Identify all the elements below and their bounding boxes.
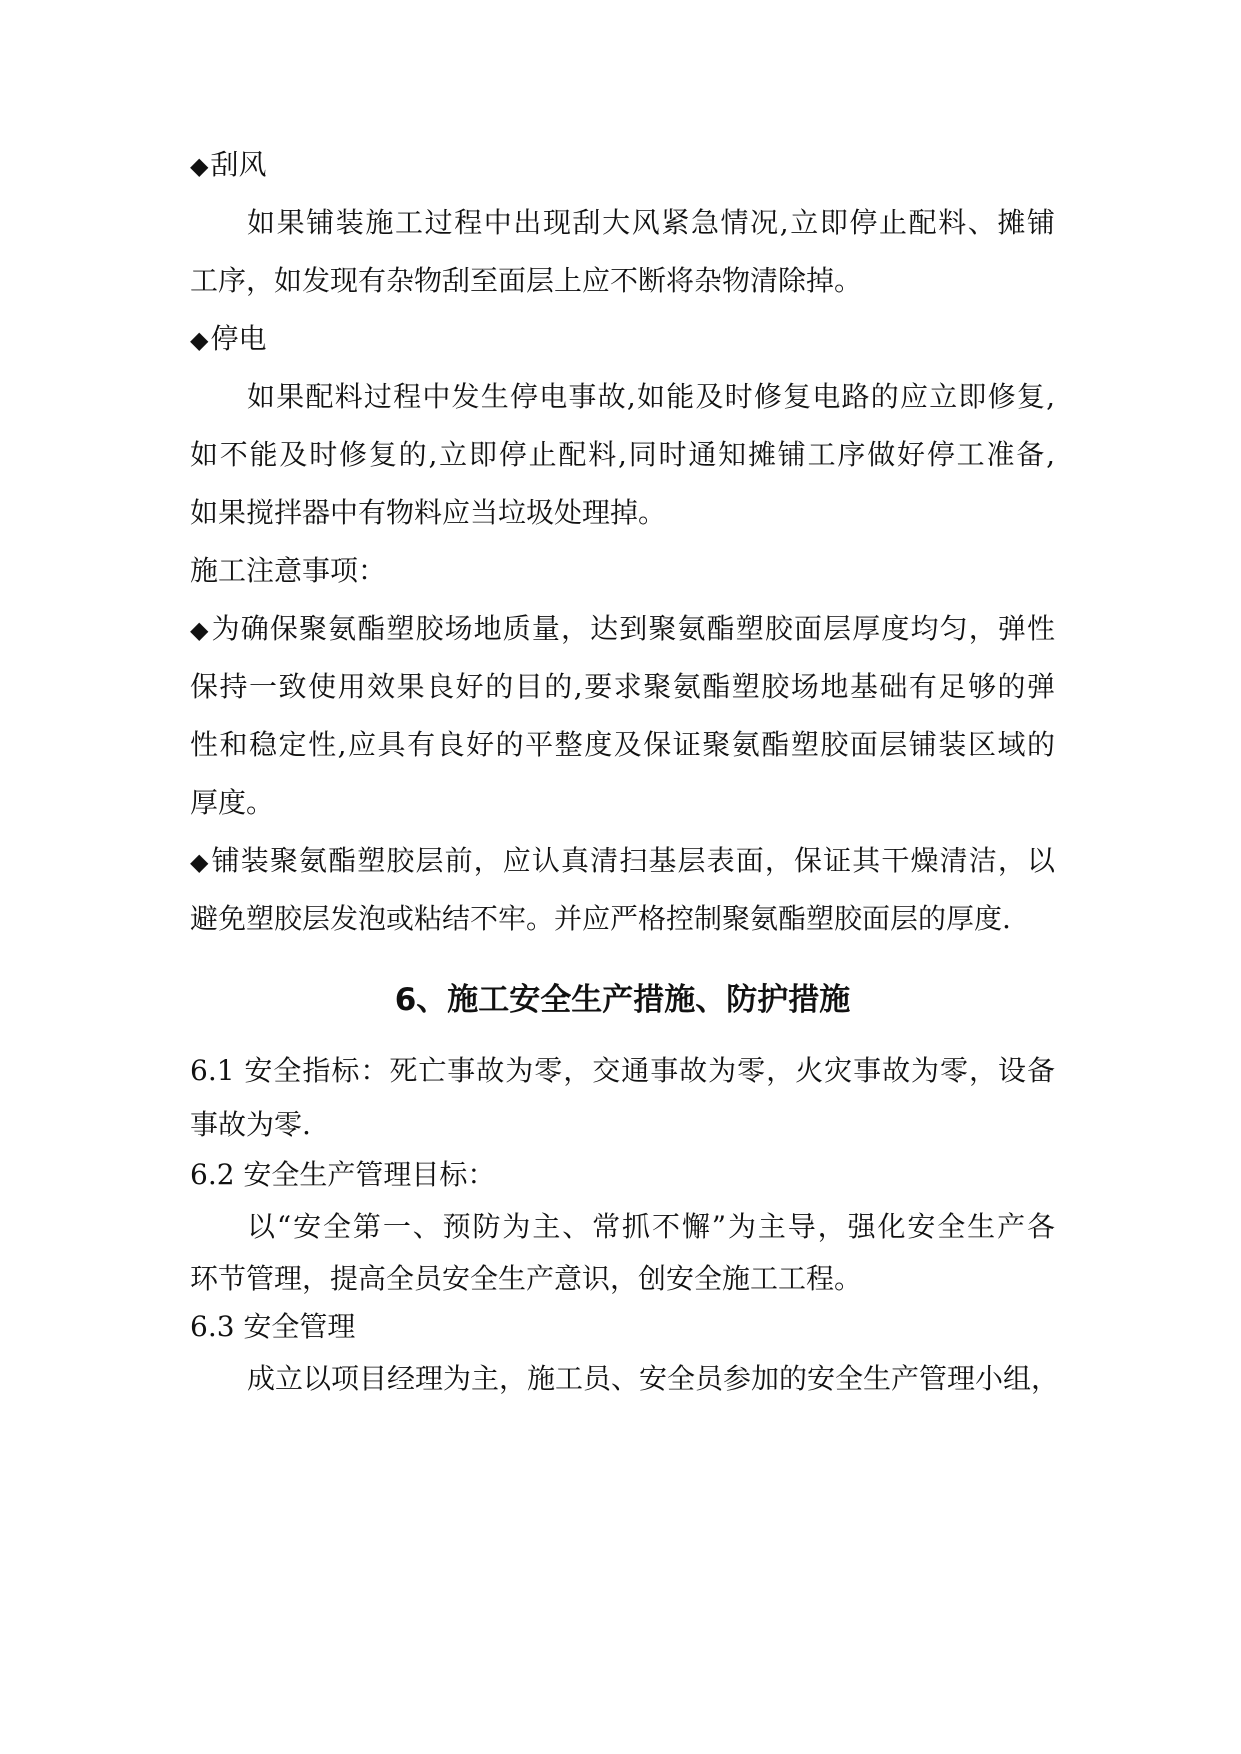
- diamond-bullet-icon: ◆: [190, 326, 209, 354]
- diamond-bullet-icon: ◆: [190, 848, 210, 876]
- paragraph-line: 环节管理，提高全员安全生产意识，创安全施工工程。: [190, 1262, 863, 1295]
- diamond-bullet-icon: ◆: [190, 616, 210, 644]
- paragraph-line: 如果铺装施工过程中出现刮大风紧急情况,立即停止配料、摊铺: [247, 206, 1055, 239]
- diamond-bullet-icon: ◆: [190, 152, 209, 180]
- paragraph-line: 保持一致使用效果良好的目的,要求聚氨酯塑胶场地基础有足够的弹: [190, 670, 1055, 703]
- paragraph-line: 工序，如发现有杂物刮至面层上应不断将杂物清除掉。: [190, 264, 863, 297]
- subsection-heading: 6.2 安全生产管理目标：: [190, 1158, 496, 1191]
- paragraph-line: 避免塑胶层发泡或粘结不牢。并应严格控制聚氨酯塑胶面层的厚度.: [190, 902, 1011, 935]
- bullet-heading-power-outage: ◆停电: [190, 322, 267, 355]
- paragraph-line: 厚度。: [190, 786, 275, 819]
- bullet-heading-wind: ◆刮风: [190, 148, 267, 181]
- subsection-heading: 6.3 安全管理: [190, 1310, 356, 1343]
- section-heading: 6、施工安全生产措施、防护措施: [394, 982, 851, 1018]
- paragraph-line: 事故为零.: [190, 1108, 311, 1141]
- paragraph-line: 以“安全第一、预防为主、常抓不懈”为主导，强化安全生产各: [247, 1210, 1055, 1243]
- paragraph-line: 如果搅拌器中有物料应当垃圾处理掉。: [190, 496, 667, 529]
- section-label: 施工注意事项：: [190, 554, 387, 587]
- paragraph-line: 如不能及时修复的,立即停止配料,同时通知摊铺工序做好停工准备,: [190, 438, 1055, 471]
- paragraph-line: 如果配料过程中发生停电事故,如能及时修复电路的应立即修复,: [247, 380, 1055, 413]
- paragraph-line: 性和稳定性,应具有良好的平整度及保证聚氨酯塑胶面层铺装区域的: [190, 728, 1055, 761]
- paragraph-line: 成立以项目经理为主，施工员、安全员参加的安全生产管理小组，: [247, 1362, 1060, 1395]
- bullet-paragraph-line: ◆为确保聚氨酯塑胶场地质量，达到聚氨酯塑胶面层厚度均匀，弹性: [190, 612, 1055, 645]
- bullet-paragraph-line: ◆铺装聚氨酯塑胶层前，应认真清扫基层表面，保证其干燥清洁，以: [190, 844, 1055, 877]
- paragraph-line: 6.1 安全指标：死亡事故为零，交通事故为零，火灾事故为零，设备: [190, 1054, 1055, 1087]
